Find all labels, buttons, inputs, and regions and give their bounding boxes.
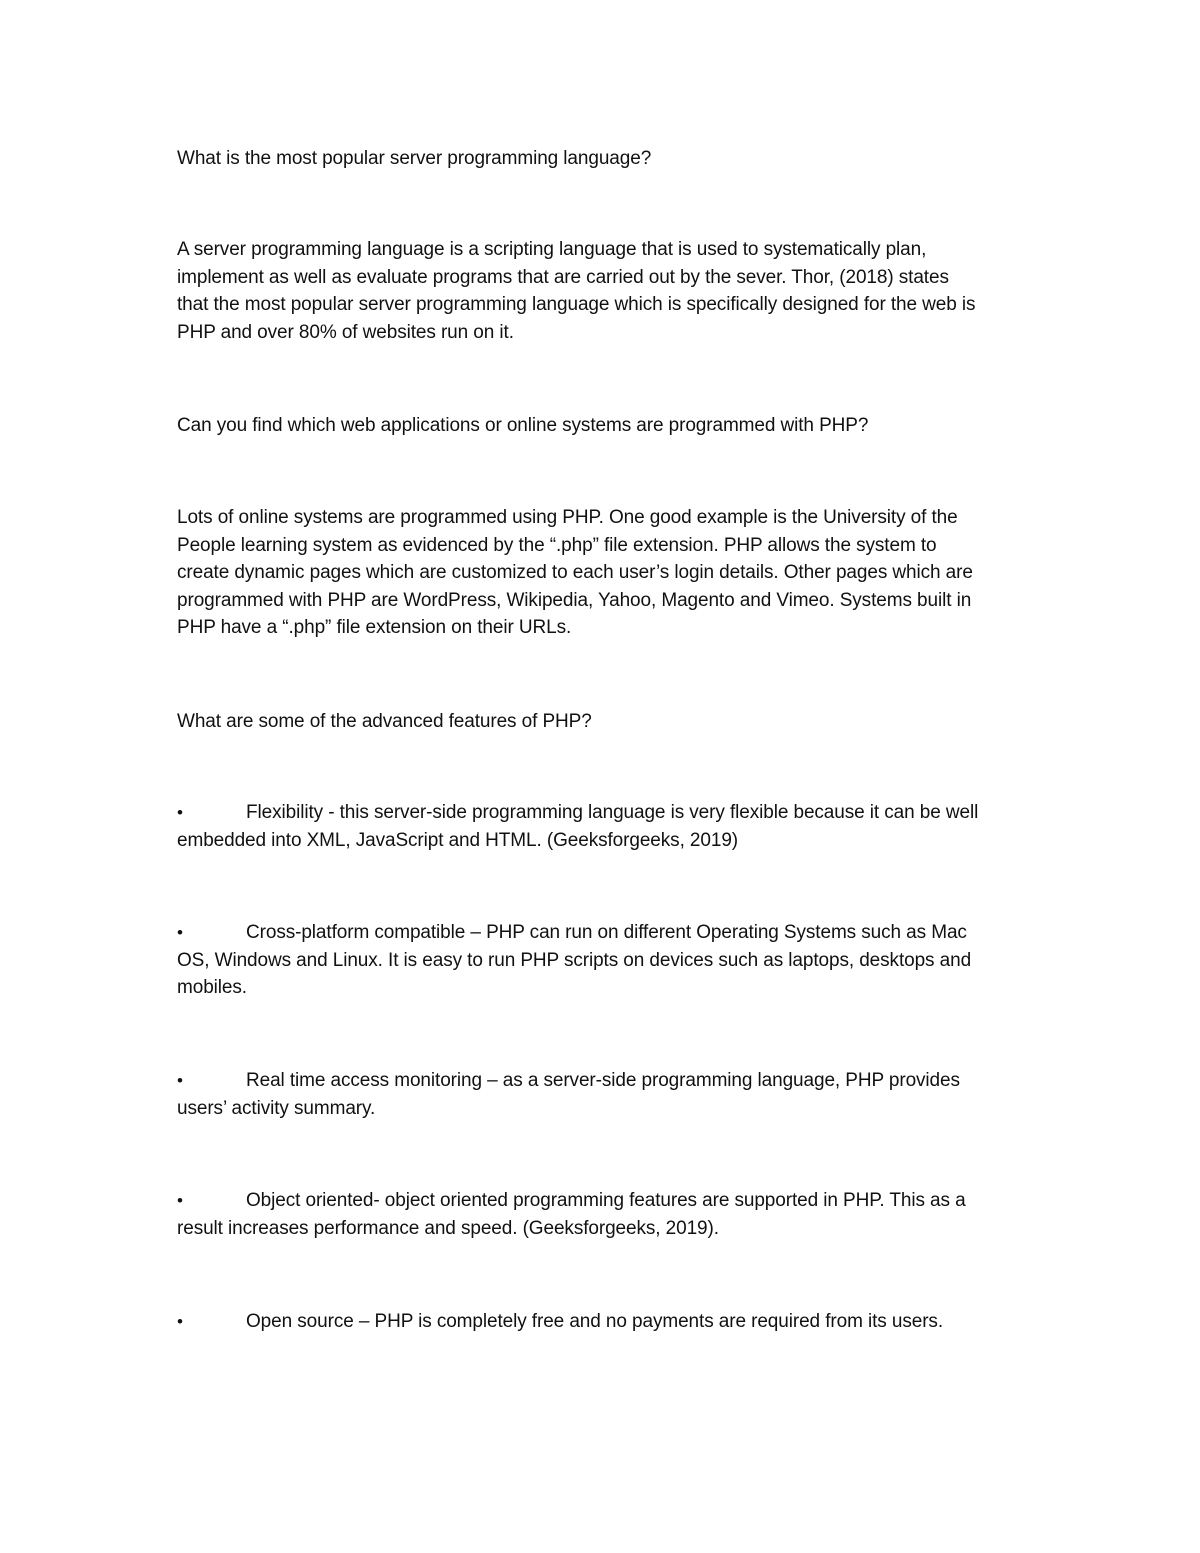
feature-item-object-oriented xyxy=(177,1187,1037,1242)
feature-item-real-time-monitoring xyxy=(177,1067,1037,1122)
feature-text: mobiles. xyxy=(177,977,247,998)
answer-line: A server programming language is a scripting language that is used to systematically plan, xyxy=(177,239,927,260)
bullet-icon: • xyxy=(177,1191,183,1210)
feature-text: embedded into XML, JavaScript and HTML. (Geeksforgeeks, 2019) xyxy=(177,829,739,851)
answer-line: People learning system as evidenced by the “.php” file extension. PHP allows the system to xyxy=(177,534,937,556)
feature-text: Object oriented- object oriented programming features are supported in PHP. This as a xyxy=(246,1190,966,1211)
feature-text: users’ activity summary. xyxy=(177,1097,376,1119)
feature-item-open-source xyxy=(177,1308,1037,1336)
answer-line: PHP and over 80% of websites run on it. xyxy=(177,321,514,343)
feature-text: Flexibility - this server-side programming language is very flexible because it can be well xyxy=(246,802,979,823)
bullet-icon: • xyxy=(177,923,183,942)
bullet-icon: • xyxy=(177,803,183,822)
bullet-icon: • xyxy=(177,1071,183,1090)
question-popular-language: What is the most popular server programming language? xyxy=(177,148,652,169)
answer-line: Lots of online systems are programmed using PHP. One good example is the University of the xyxy=(177,507,958,528)
answer-line: programmed with PHP are WordPress, Wikipedia, Yahoo, Magento and Vimeo. Systems built in xyxy=(177,589,972,611)
feature-text: Cross-platform compatible – PHP can run on different Operating Systems such as Mac xyxy=(246,922,967,943)
feature-text: result increases performance and speed. (Geeksforgeeks, 2019). xyxy=(177,1217,719,1239)
feature-text: OS, Windows and Linux. It is easy to run PHP scripts on devices such as laptops, desktops and xyxy=(177,949,972,971)
answer-line: that the most popular server programming language which is specifically designed for the web is xyxy=(177,294,976,315)
bullet-icon: • xyxy=(177,1312,183,1331)
feature-item-flexibility xyxy=(177,799,1037,854)
answer-line: implement as well as evaluate programs that are carried out by the sever. Thor, (2018) states xyxy=(177,266,949,288)
answer-popular-language xyxy=(177,236,1037,346)
answer-php-systems xyxy=(177,504,1037,642)
answer-line: PHP have a “.php” file extension on their URLs. xyxy=(177,617,572,638)
answer-line: create dynamic pages which are customized to each user’s login details. Other pages which are xyxy=(177,562,973,583)
feature-text: Real time access monitoring – as a server-side programming language, PHP provides xyxy=(246,1070,960,1091)
feature-item-cross-platform xyxy=(177,919,1037,1002)
question-php-systems: Can you find which web applications or online systems are programmed with PHP? xyxy=(177,415,869,436)
feature-text: Open source – PHP is completely free and no payments are required from its users. xyxy=(246,1311,943,1332)
question-advanced-features: What are some of the advanced features of PHP? xyxy=(177,711,592,732)
